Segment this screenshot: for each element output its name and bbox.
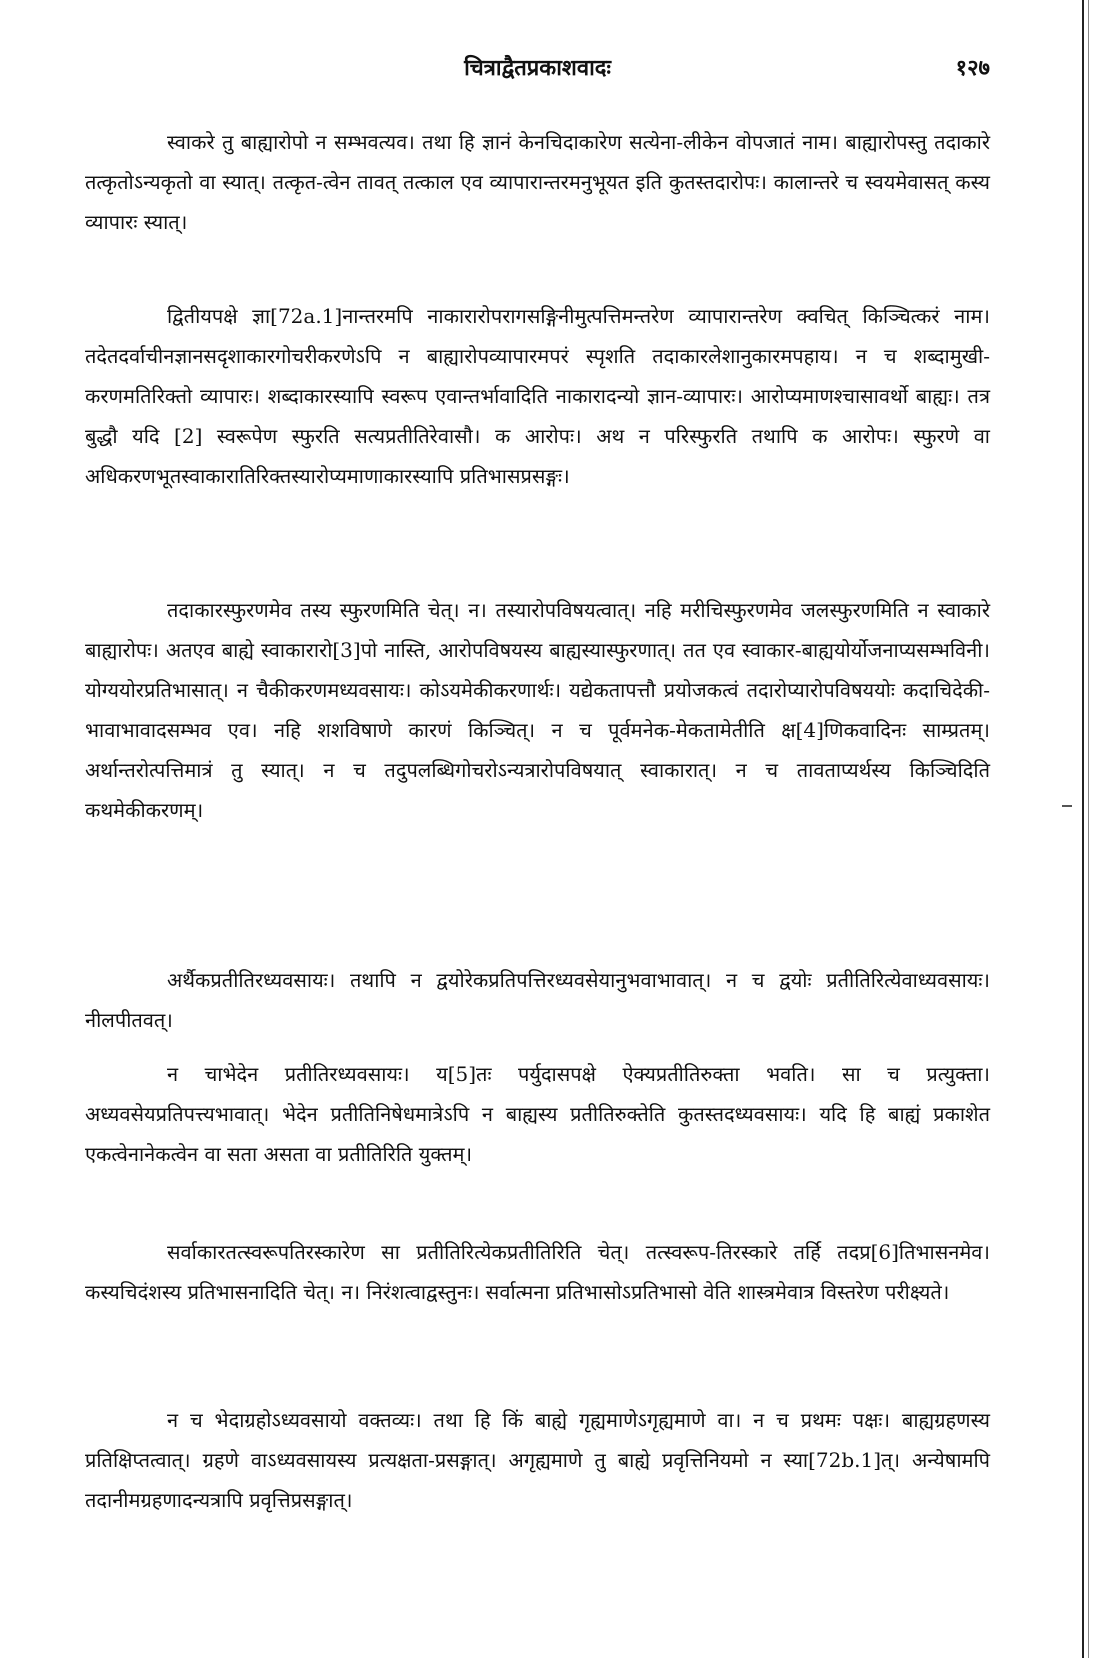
paragraph-5 [85, 1054, 990, 1214]
paragraph-3 [85, 590, 990, 940]
paragraph-text: अर्थैकप्रतीतिरध्यवसायः। तथापि न द्वयोरेकप्रतिपत्तिरध्यवसेयानुभवाभावात्। न च द्वयोः प्रतीतिरित्येवाध्यवसायः। नीलपीतवत्। [85, 968, 990, 1032]
page-number: १२७ [955, 55, 990, 81]
paragraph-text: न चाभेदेन प्रतीतिरध्यवसायः। य[5]तः पर्युदासपक्षे ऐक्यप्रतीतिरुक्ता भवति। सा च प्रत्युक्ता। अध्यवसेयप्रतिपत्त्यभावात्। भेदेन प्रतीतिनिषेधमात्रेऽपि न बाह्यस्य प्रतीतिरुक्तेति कुतस्तदध्यवसायः। यदि हि बाह्यं प्रकाशेत एकत्वेनानेकत्वेन वा सता असता वा प्रतीतिरिति युक्तम्। [85, 1062, 990, 1166]
margin-mark [1062, 805, 1072, 807]
paragraph-2 [85, 296, 990, 566]
paragraph-text: द्वितीयपक्षे ज्ञा[72a.1]नान्तरमपि नाकारारोपरागसङ्गिनीमुत्पत्तिमन्तरेण व्यापारान्तरेण क्वचित् किञ्चित्करं नाम। तदेतदर्वाचीनज्ञानसदृशाकारगोचरीकरणेऽपि न बाह्यारोपव्यापारमपरं स्पृशति तदाकारलेशानुकारमपहाय। न च शब्दामुखी-करणमतिरिक्तो व्यापारः। शब्दाकारस्यापि स्वरूप एवान्तर्भावादिति नाकारादन्यो ज्ञान-व्यापारः। आरोप्यमाणश्चासावर्थो बाह्यः। तत्र बुद्धौ यदि [2] स्वरूपेण स्फुरति सत्यप्रतीतिरेवासौ। क आरोपः। अथ न परिस्फुरति तथापि क आरोपः। स्फुरणे वा अधिकरणभूतस्वाकारातिरिक्तस्यारोप्यमाणाकारस्यापि प्रतिभासप्रसङ्गः। [85, 304, 990, 488]
running-head-title: चित्राद्वैतप्रकाशवादः [464, 55, 611, 81]
paragraph-text: सर्वाकारतत्स्वरूपतिरस्कारेण सा प्रतीतिरित्येकप्रतीतिरिति चेत्। तत्स्वरूप-तिरस्कारे तर्हि तदप्र[6]तिभासनमेव। कस्यचिदंशस्य प्रतिभासनादिति चेत्। न। निरंशत्वाद्वस्तुनः। सर्वात्मना प्रतिभासोऽप्रतिभासो वेति शास्त्रमेवात्र विस्तरेण परीक्ष्यते। [85, 1240, 990, 1304]
page-header [85, 52, 990, 92]
binding-edge-line [1082, 0, 1084, 1658]
paragraph-7 [85, 1400, 990, 1570]
paragraph-text: स्वाकरे तु बाह्यारोपो न सम्भवत्यव। तथा हि ज्ञानं केनचिदाकारेण सत्येना-लीकेन वोपजातं नाम। बाह्यारोपस्तु तदाकारे तत्कृतोऽन्यकृतो वा स्यात्। तत्कृत-त्वेन तावत् तत्काल एव व्यापारान्तरमनुभूयत इति कुतस्तदारोपः। कालान्तरे च स्वयमेवासत् कस्य व्यापारः स्यात्। [85, 130, 990, 234]
paragraph-1 [85, 122, 990, 282]
paragraph-text: तदाकारस्फुरणमेव तस्य स्फुरणमिति चेत्। न। तस्यारोपविषयत्वात्। नहि मरीचिस्फुरणमेव जलस्फुरणमिति न स्वाकारे बाह्यारोपः। अतएव बाह्ये स्वाकारारो[3]पो नास्ति, आरोपविषयस्य बाह्यस्यास्फुरणात्। तत एव स्वाकार-बाह्ययोर्योजनाप्यसम्भविनी। योग्ययोरप्रतिभासात्। न चैकीकरणमध्यवसायः। कोऽयमेकीकरणार्थः। यद्येकतापत्तौ प्रयोजकत्वं तदारोप्यारोपविषययोः कदाचिदेकी-भावाभावादसम्भव एव। नहि शशविषाणे कारणं किञ्चित्। न च पूर्वमनेक-मेकतामेतीति क्ष[4]णिकवादिनः साम्प्रतम्। अर्थान्तरोत्पत्तिमात्रं तु स्यात्। न च तदुपलब्धिगोचरोऽन्यत्रारोपविषयात् स्वाकारात्। न च तावताप्यर्थस्य किञ्चिदिति कथमेकीकरणम्। [85, 598, 990, 822]
paragraph-text: न च भेदाग्रहोऽध्यवसायो वक्तव्यः। तथा हि किं बाह्ये गृह्यमाणेऽगृह्यमाणे वा। न च प्रथमः पक्षः। बाह्यग्रहणस्य प्रतिक्षिप्तत्वात्। ग्रहणे वाऽध्यवसायस्य प्रत्यक्षता-प्रसङ्गात्। अगृह्यमाणे तु बाह्ये प्रवृत्तिनियमो न स्या[72b.1]त्। अन्येषामपि तदानीमग्रहणादन्यत्रापि प्रवृत्तिप्रसङ्गात्। [85, 1408, 990, 1512]
binding-edge-line-secondary [1088, 0, 1089, 1658]
paragraph-6 [85, 1232, 990, 1392]
paragraph-4 [85, 960, 990, 1040]
